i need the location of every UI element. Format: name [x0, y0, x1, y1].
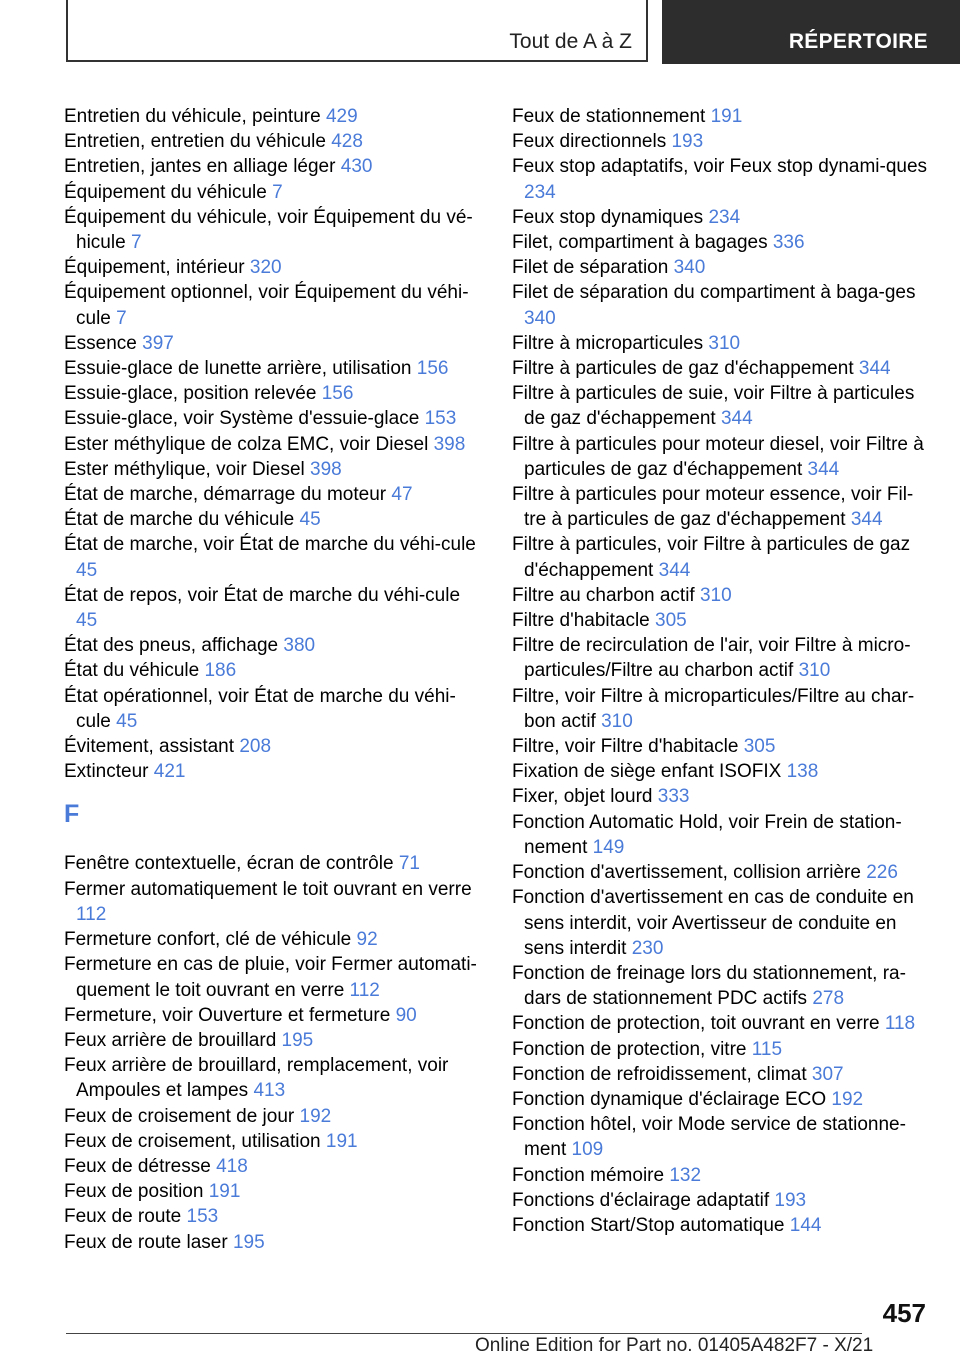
index-entry-page-link[interactable]: 132 [669, 1164, 702, 1186]
footer-edition-text: Online Edition for Part no. 01405A482F7 - X/21 [475, 1335, 874, 1356]
index-column-right [512, 104, 932, 1238]
index-entry-text: Filtre à particules pour moteur diesel, voir Filtre à particules de gaz d'échappement [512, 433, 924, 480]
index-entry [64, 255, 484, 280]
index-entry-page-link[interactable]: 398 [310, 458, 342, 480]
index-entry [64, 684, 484, 734]
index-entry-page-link[interactable]: 109 [571, 1139, 604, 1161]
index-entry [64, 1028, 484, 1053]
index-entry [512, 734, 932, 759]
index-entry-text: Filtre à particules de suie, voir Filtre à particules de gaz d'échappement [512, 383, 915, 430]
index-entry-page-link[interactable]: 45 [76, 559, 98, 581]
index-entry-page-link[interactable]: 156 [321, 383, 354, 405]
index-entry-page-link[interactable]: 310 [798, 660, 831, 682]
index-entry-text: Feux arrière de brouillard [64, 1029, 277, 1051]
index-entry [64, 658, 484, 683]
index-entry-text: Filtre à particules pour moteur essence, voir Fil‐tre à particules de gaz d'échappement [512, 484, 914, 531]
index-entry-text: Fixation de siège enfant ISOFIX [512, 761, 782, 783]
index-list-f-continued [512, 104, 932, 1238]
index-entry-text: Feux de croisement de jour [64, 1105, 295, 1127]
index-entry-page-link[interactable]: 45 [299, 509, 321, 531]
index-entry [512, 356, 932, 381]
index-entry-page-link[interactable]: 191 [710, 106, 743, 127]
index-entry-page-link[interactable]: 340 [524, 307, 556, 329]
index-entry-page-link[interactable]: 144 [789, 1214, 822, 1236]
index-entry-page-link[interactable]: 397 [142, 332, 174, 354]
index-entry-page-link[interactable]: 234 [708, 206, 741, 228]
index-entry-page-link[interactable]: 320 [249, 257, 282, 279]
index-entry [512, 432, 932, 482]
index-entry-page-link[interactable]: 7 [272, 181, 283, 203]
index-entry [512, 129, 932, 154]
index-entry [512, 205, 932, 230]
index-entry [64, 1129, 484, 1154]
index-entry-text: État de marche du véhicule [64, 509, 295, 531]
index-entry [512, 784, 932, 809]
index-entry-text: Feux de croisement, utilisation [64, 1130, 321, 1152]
index-entry-page-link[interactable]: 333 [657, 786, 690, 808]
index-entry-page-link[interactable]: 186 [204, 660, 237, 682]
index-entry-text: Feux de route laser [64, 1231, 228, 1253]
index-entry [64, 406, 484, 431]
index-entry-page-link[interactable]: 340 [673, 257, 706, 279]
index-entry [512, 532, 932, 582]
index-entry-text: Fonction de freinage lors du stationnement, ra‐dars de stationnement PDC actifs [512, 962, 906, 1010]
index-entry-text: Équipement du véhicule, voir Équipement du vé‐hicule [64, 206, 473, 254]
index-entry-page-link[interactable]: 192 [831, 1088, 864, 1110]
index-entry-page-link[interactable]: 344 [807, 458, 840, 480]
index-entry-page-link[interactable]: 92 [356, 929, 378, 951]
index-entry-text: Feux stop dynamiques [512, 206, 704, 228]
index-entry [64, 532, 484, 582]
index-entry-page-link[interactable]: 7 [130, 232, 142, 254]
footer-divider [66, 1333, 862, 1334]
index-entry [512, 684, 932, 734]
index-entry [64, 180, 484, 205]
index-entry-text: Équipement du véhicule [64, 181, 267, 203]
index-entry [512, 1213, 932, 1238]
index-entry [512, 1011, 932, 1036]
index-entry-text: État des pneus, affichage [64, 635, 279, 657]
index-entry-page-link[interactable]: 429 [325, 106, 358, 127]
index-entry-text: Évitement, assistant [64, 736, 235, 758]
index-entry-page-link[interactable]: 428 [331, 131, 363, 153]
index-entry-page-link[interactable]: 418 [216, 1155, 248, 1177]
index-entry-text: État de marche, démarrage du moteur [64, 484, 387, 506]
index-entry-page-link[interactable]: 230 [631, 937, 664, 959]
index-entry [64, 1204, 484, 1229]
index-entry-text: État opérationnel, voir État de marche du véhi‐cule [64, 685, 456, 732]
index-entry-page-link[interactable]: 193 [774, 1189, 807, 1211]
index-entry-page-link[interactable]: 195 [232, 1231, 265, 1253]
index-entry-text: Extincteur [64, 761, 149, 783]
index-entry-text: Feux de stationnement [512, 106, 706, 127]
header-section-banner [662, 0, 960, 64]
index-entry-text: Fonction mémoire [512, 1164, 665, 1186]
index-entry-text: Feux de détresse [64, 1155, 211, 1177]
index-entry-page-link[interactable]: 192 [299, 1105, 332, 1127]
index-entry-page-link[interactable]: 336 [772, 232, 805, 254]
index-entry [64, 851, 484, 876]
index-entry-page-link[interactable]: 278 [812, 988, 845, 1010]
index-entry-page-link[interactable]: 398 [433, 433, 466, 455]
index-entry [512, 482, 932, 532]
index-entry-text: Entretien, jantes en alliage léger [64, 156, 336, 178]
index-entry-text: Ester méthylique, voir Diesel [64, 458, 305, 480]
index-entry-text: Équipement optionnel, voir Équipement du véhi‐cule [64, 282, 469, 329]
index-entry-text: Équipement, intérieur [64, 257, 245, 279]
index-list-f [64, 851, 484, 1254]
index-entry-text: Filet, compartiment à bagages [512, 232, 768, 254]
index-entry-text: Essuie-glace de lunette arrière, utilisation [64, 358, 412, 380]
index-entry [512, 381, 932, 431]
index-entry-text: État de repos, voir État de marche du véhi‐cule [64, 584, 461, 606]
index-entry-text: Fermeture en cas de pluie, voir Fermer automati‐quement le toit ouvrant en verre [64, 954, 477, 1001]
index-entry-text: Fermer automatiquement le toit ouvrant en verre [64, 878, 472, 900]
index-entry [512, 860, 932, 885]
index-entry-text: Filet de séparation [512, 257, 669, 279]
index-entry-text: Fonction de refroidissement, climat [512, 1063, 807, 1085]
index-entry-text: Filtre à particules, voir Filtre à particules de gaz d'échappement [512, 534, 911, 581]
index-entry-text: Filtre à particules de gaz d'échappement [512, 358, 854, 380]
index-entry [512, 154, 932, 204]
index-entry-page-link[interactable]: 380 [283, 635, 316, 657]
index-entry-text: Filtre d'habitacle [512, 610, 650, 632]
index-entry-text: Filtre, voir Filtre à microparticules/Filtre au char‐bon actif [512, 685, 915, 732]
index-entry [64, 1179, 484, 1204]
index-entry-page-link[interactable]: 305 [655, 610, 687, 632]
index-entry [64, 331, 484, 356]
index-entry-text: Entretien du véhicule, peinture [64, 106, 321, 127]
index-column-left [64, 104, 484, 1255]
index-entry [64, 734, 484, 759]
index-entry-page-link[interactable]: 310 [601, 710, 633, 732]
index-entry [64, 927, 484, 952]
index-entry-text: Entretien, entretien du véhicule [64, 131, 326, 153]
index-entry-page-link[interactable]: 344 [858, 358, 891, 380]
index-entry [512, 810, 932, 860]
page-number: 457 [882, 1298, 926, 1328]
index-entry [64, 507, 484, 532]
header-section-label: RÉPERTOIRE [788, 30, 928, 53]
index-entry-text: Filtre à microparticules [512, 332, 704, 354]
index-entry-page-link[interactable]: 307 [811, 1063, 844, 1085]
index-entry-page-link[interactable]: 138 [786, 761, 819, 783]
index-entry [64, 104, 484, 129]
index-entry-text: Fermeture confort, clé de véhicule [64, 929, 352, 951]
index-entry-page-link[interactable]: 149 [592, 836, 625, 858]
index-entry-text: Filtre, voir Filtre d'habitacle [512, 736, 739, 758]
index-entry-page-link[interactable]: 115 [751, 1038, 783, 1060]
index-entry-page-link[interactable]: 47 [391, 484, 413, 506]
index-entry-page-link[interactable]: 310 [699, 584, 732, 606]
index-entry [512, 255, 932, 280]
index-entry [512, 1112, 932, 1162]
index-entry-text: Feux de route [64, 1206, 182, 1228]
index-entry [64, 1053, 484, 1103]
index-entry-page-link[interactable]: 153 [186, 1206, 219, 1228]
index-entry [64, 432, 484, 457]
index-entry [512, 608, 932, 633]
index-entry-page-link[interactable]: 71 [398, 853, 420, 875]
index-entry [512, 104, 932, 129]
index-entry-text: Ester méthylique de colza EMC, voir Diesel [64, 433, 429, 455]
index-entry [64, 952, 484, 1002]
index-entry [64, 1230, 484, 1255]
index-entry-text: Filet de séparation du compartiment à baga‐ges [512, 282, 916, 304]
index-entry-text: Fonction d'avertissement, collision arrière [512, 862, 861, 884]
index-entry [64, 633, 484, 658]
index-entry-page-link[interactable]: 191 [325, 1130, 358, 1152]
index-letter-heading: F [64, 800, 80, 829]
index-entry [64, 877, 484, 927]
index-entry-page-link[interactable]: 118 [884, 1013, 916, 1035]
header-tab [66, 0, 648, 62]
index-entry [64, 129, 484, 154]
index-entry-text: Feux arrière de brouillard, remplacement, voir Ampoules et lampes [64, 1055, 449, 1102]
index-entry-text: État de marche, voir État de marche du véhi‐cule [64, 534, 476, 556]
index-entry [64, 1154, 484, 1179]
index-entry [512, 1062, 932, 1087]
index-entry-page-link[interactable]: 90 [395, 1004, 417, 1026]
index-entry-page-link[interactable]: 430 [340, 156, 373, 178]
index-entry [64, 1104, 484, 1129]
index-entry-text: Essence [64, 332, 137, 354]
index-entry-text: Fonction Start/Stop automatique [512, 1214, 785, 1236]
index-entry [512, 331, 932, 356]
index-entry [64, 381, 484, 406]
index-entry-text: Fonction de protection, vitre [512, 1038, 747, 1060]
index-entry-page-link[interactable]: 421 [153, 761, 186, 783]
index-entry-page-link[interactable]: 344 [850, 509, 883, 531]
index-entry-text: Essuie-glace, position relevée [64, 383, 317, 405]
index-entry [512, 759, 932, 784]
index-entry-text: Filtre de recirculation de l'air, voir Filtre à micro‐particules/Filtre au charbon actif [512, 635, 911, 682]
index-entry-page-link[interactable]: 195 [281, 1029, 314, 1051]
index-entry [64, 356, 484, 381]
index-entry-text: Feux stop adaptatifs, voir Feux stop dynami‐ques [512, 156, 928, 178]
index-entry [512, 280, 932, 330]
index-entry-page-link[interactable]: 310 [708, 332, 741, 354]
index-entry-text: Feux de position [64, 1181, 204, 1203]
index-entry [512, 230, 932, 255]
index-entry-text: Fixer, objet lourd [512, 786, 653, 808]
index-entry [64, 205, 484, 255]
index-entry-page-link[interactable]: 45 [76, 610, 98, 632]
index-entry-page-link[interactable]: 344 [720, 408, 753, 430]
index-entry-text: État du véhicule [64, 660, 200, 682]
index-entry-page-link[interactable]: 234 [524, 181, 556, 203]
index-entry [64, 280, 484, 330]
index-entry-page-link[interactable]: 191 [208, 1181, 241, 1203]
index-entry-page-link[interactable]: 208 [239, 736, 272, 758]
index-entry [512, 1037, 932, 1062]
index-entry [64, 759, 484, 784]
index-entry [64, 457, 484, 482]
index-entry-page-link[interactable]: 112 [76, 903, 107, 925]
index-entry-text: Fonction de protection, toit ouvrant en verre [512, 1013, 880, 1035]
index-entry [512, 1087, 932, 1112]
index-entry [512, 583, 932, 608]
index-entry-page-link[interactable]: 344 [658, 559, 691, 581]
index-entry-page-link[interactable]: 112 [349, 979, 380, 1001]
index-entry-text: Fonction d'avertissement en cas de conduite en sens interdit, voir Avertisseur de conduite en sens interdit [512, 887, 914, 959]
index-entry [512, 1163, 932, 1188]
index-entry-page-link[interactable]: 156 [416, 358, 449, 380]
index-entry-page-link[interactable]: 193 [671, 131, 704, 153]
index-entry-text: Fermeture, voir Ouverture et fermeture [64, 1004, 391, 1026]
index-entry-text: Fonction Automatic Hold, voir Frein de station‐nement [512, 811, 902, 858]
index-entry-page-link[interactable]: 305 [743, 736, 776, 758]
header-tab-label: Tout de A à Z [509, 30, 632, 53]
index-entry [512, 885, 932, 961]
index-entry-text: Feux directionnels [512, 131, 667, 153]
index-entry-text: Fonctions d'éclairage adaptatif [512, 1189, 770, 1211]
index-list-e [64, 104, 484, 784]
index-entry-text: Essuie-glace, voir Système d'essuie-glace [64, 408, 420, 430]
index-entry-page-link[interactable]: 413 [253, 1080, 286, 1102]
index-entry [64, 482, 484, 507]
index-entry-text: Filtre au charbon actif [512, 584, 695, 606]
index-entry [64, 154, 484, 179]
index-entry [512, 633, 932, 683]
index-entry-page-link[interactable]: 45 [116, 710, 138, 732]
index-entry [512, 1188, 932, 1213]
index-entry [64, 1003, 484, 1028]
index-entry [64, 583, 484, 633]
index-entry-page-link[interactable]: 226 [866, 862, 898, 884]
index-entry-page-link[interactable]: 7 [116, 307, 127, 329]
index-entry-text: Fonction hôtel, voir Mode service de stationne‐ment [512, 1114, 906, 1161]
index-entry-text: Fonction dynamique d'éclairage ECO [512, 1088, 827, 1110]
index-entry-text: Fenêtre contextuelle, écran de contrôle [64, 853, 394, 875]
index-entry [512, 961, 932, 1011]
index-entry-page-link[interactable]: 153 [424, 408, 457, 430]
